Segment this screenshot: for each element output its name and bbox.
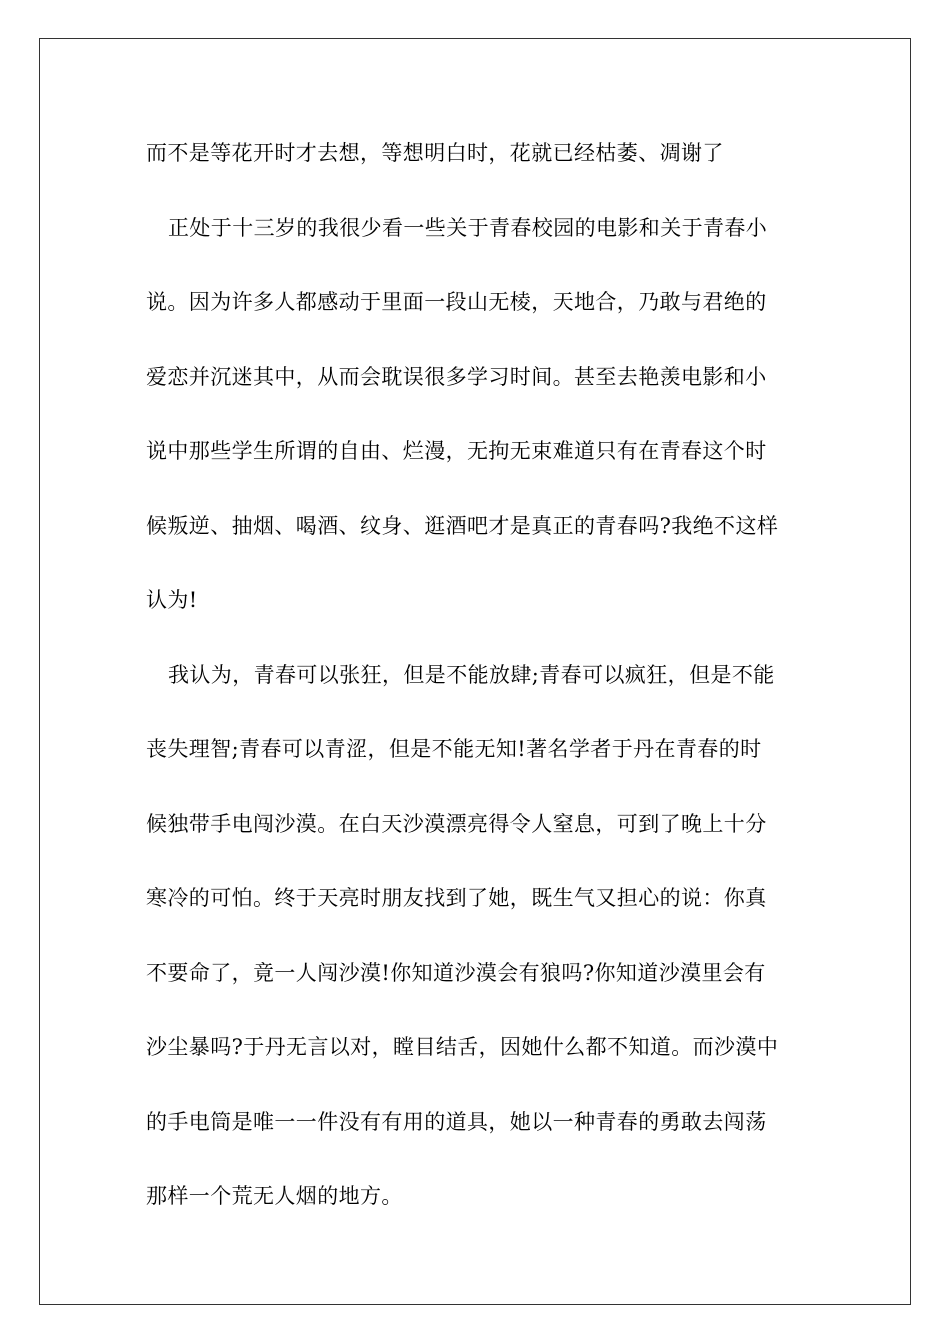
text-line: 不要命了，竟一人闯沙漠!你知道沙漠会有狼吗?你知道沙漠里会有 xyxy=(146,960,766,985)
text-line: 说。因为许多人都感动于里面一段山无棱，天地合，乃敢与君绝的 xyxy=(146,290,767,314)
text-line: 说中那些学生所谓的自由、烂漫，无拘无束难道只有在青春这个时 xyxy=(146,439,767,463)
text-line: 沙尘暴吗?于丹无言以对，瞠目结舌，因她什么都不知道。而沙漠中 xyxy=(146,1035,779,1059)
text-line: 那样一个荒无人烟的地方。 xyxy=(146,1184,403,1208)
text-line: 我认为，青春可以张狂，但是不能放肆;青春可以疯狂，但是不能 xyxy=(168,662,775,687)
text-line: 丧失理智;青春可以青涩，但是不能无知!著名学者于丹在青春的时 xyxy=(146,737,762,761)
text-line: 认为! xyxy=(146,588,198,612)
text-line: 候独带手电闯沙漠。在白天沙漠漂亮得令人窒息，可到了晚上十分 xyxy=(146,811,767,836)
text-line: 候叛逆、抽烟、喝酒、纹身、逛酒吧才是真正的青春吗?我绝不这样 xyxy=(146,513,779,538)
text-line: 寒冷的可怕。终于天亮时朋友找到了她，既生气又担心的说：你真 xyxy=(146,886,767,910)
document-body xyxy=(146,133,816,1251)
text-line: 正处于十三岁的我很少看一些关于青春校园的电影和关于青春小 xyxy=(168,215,768,240)
text-line: 的手电筒是唯一一件没有有用的道具，她以一种青春的勇敢去闯荡 xyxy=(146,1109,767,1134)
text-line: 爱恋并沉迷其中，从而会耽误很多学习时间。甚至去艳羡电影和小 xyxy=(146,364,767,389)
text-line: 而不是等花开时才去想，等想明白时，花就已经枯萎、凋谢了 xyxy=(146,141,724,165)
